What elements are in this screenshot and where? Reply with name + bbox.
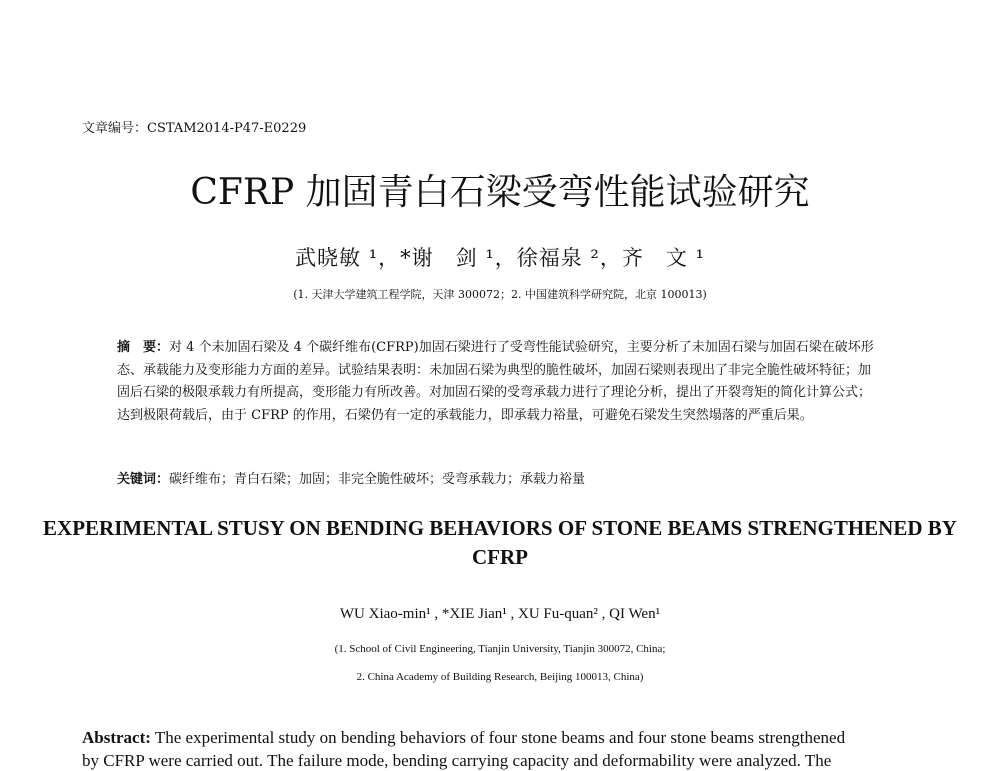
abstract-english-text: The experimental study on bending behaviors of four stone beams and four stone beams strengthened: [154, 728, 846, 747]
affiliation-english-line-1: (1. School of Civil Engineering, Tianjin University, Tianjin 300072, China;: [334, 643, 666, 655]
abstract-chinese-label: 摘 要：: [117, 340, 170, 355]
keywords-chinese-label: 关键词：: [117, 472, 170, 487]
abstract-chinese-text: 对 4 个未加固石梁及 4 个碳纤维布(CFRP)加固石梁进行了受弯性能试验研究，主要分析了未加固石梁与加固石梁在破坏形态、承载能力及变形能力方面的差异。试验结果表明：未加固石梁为典型的脆性破坏，加固石梁则表现出了非完全脆性破坏特征；加固后石梁的极限承载力有所提高，变形能力有所改善。对加固石梁的受弯承载力进行了理论分析，提出了开裂弯矩的简化计算公式；达到极限荷载后，由于 CFRP 的作用，石梁仍有一定的承载能力，即承载力裕量，可避免石梁发生突然塌落的严重后果。: [117, 340, 874, 423]
paper-title-english: EXPERIMENTAL STUSY ON BENDING BEHAVIORS OF STONE BEAMS STRENGTHENED BY CFRP: [43, 516, 957, 569]
affiliation-english-line-2: 2. China Academy of Building Research, Beijing 100013, China): [356, 671, 644, 683]
paper-title-chinese: CFRP 加固青白石梁受弯性能试验研究: [190, 172, 810, 213]
abstract-english-line-2: by CFRP were carried out. The failure mode, bending carrying capacity and deformability were analyzed. The: [82, 751, 832, 770]
authors-english: WU Xiao-min¹ , *XIE Jian¹ , XU Fu-quan² , QI Wen¹: [339, 606, 661, 622]
article-number: 文章编号：CSTAM2014-P47-E0229: [82, 121, 307, 136]
keywords-chinese-text: 碳纤维布；青白石梁；加固；非完全脆性破坏；受弯承载力；承载力裕量: [169, 472, 586, 487]
affiliation-chinese: (1. 天津大学建筑工程学院，天津 300072；2. 中国建筑科学研究院，北京 100013): [293, 288, 707, 301]
authors-chinese: 武晓敏 ¹，*谢 剑 ¹，徐福泉 ²，齐 文 ¹: [295, 246, 705, 270]
abstract-english: [82, 724, 912, 751]
keywords-chinese: [117, 468, 877, 487]
abstract-chinese: [117, 337, 877, 427]
abstract-english-label: Abstract:: [82, 728, 151, 747]
